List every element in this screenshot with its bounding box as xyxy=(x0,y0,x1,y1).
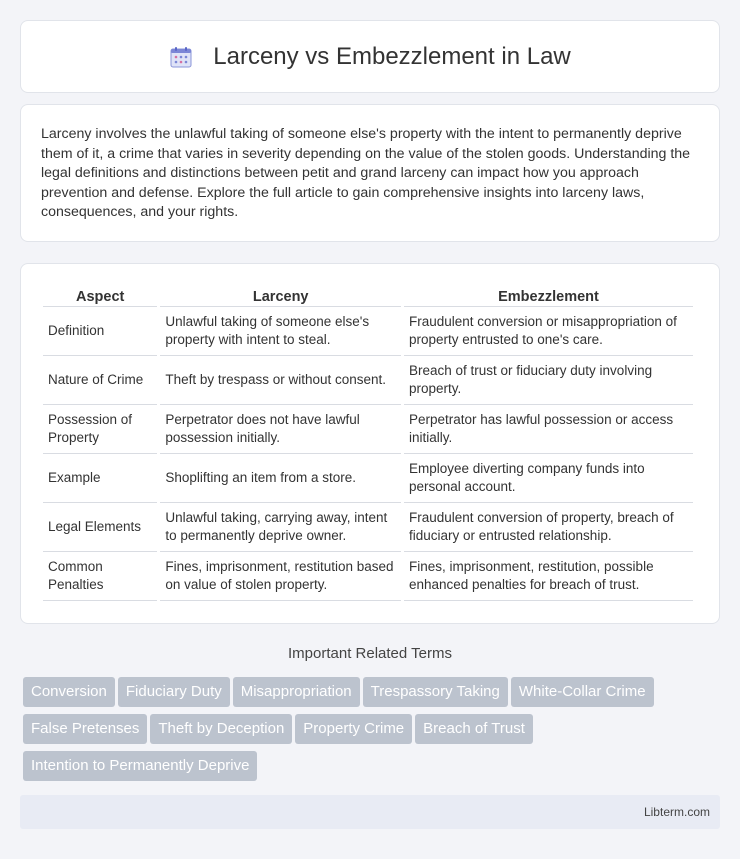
table-row xyxy=(43,503,693,552)
header-card xyxy=(20,20,720,93)
tag-false-pretenses[interactable]: False Pretenses xyxy=(23,714,147,744)
tag-property-crime[interactable]: Property Crime xyxy=(295,714,412,744)
table-row xyxy=(43,552,693,601)
aspect-cell: Definition xyxy=(43,307,157,356)
aspect-cell: Example xyxy=(43,454,157,503)
larceny-cell: Theft by trespass or without consent. xyxy=(160,356,401,405)
table-header-row xyxy=(43,286,693,307)
table-row xyxy=(43,307,693,356)
embezzlement-cell: Perpetrator has lawful possession or access initially. xyxy=(404,405,693,454)
tag-intention-to-permanently-deprive[interactable]: Intention to Permanently Deprive xyxy=(23,751,257,781)
larceny-cell: Shoplifting an item from a store. xyxy=(160,454,401,503)
tag-breach-of-trust[interactable]: Breach of Trust xyxy=(415,714,533,744)
embezzlement-cell: Breach of trust or fiduciary duty involving property. xyxy=(404,356,693,405)
larceny-cell: Perpetrator does not have lawful possession initially. xyxy=(160,405,401,454)
column-header-embezzlement: Embezzlement xyxy=(404,286,693,307)
aspect-cell: Nature of Crime xyxy=(43,356,157,405)
tag-trespassory-taking[interactable]: Trespassory Taking xyxy=(363,677,508,707)
table-row xyxy=(43,405,693,454)
intro-text: Larceny involves the unlawful taking of someone else's property with the intent to permanently deprive them of it, a crime that varies in severity depending on the value of the stolen goods. Understanding the legal definitions and distinctions between petit and grand larceny can impact how you approach prevention and defense. Explore the full article to gain comprehensive insights into larceny laws, consequences, and your rights. xyxy=(41,126,691,221)
comparison-table-card xyxy=(20,263,720,624)
embezzlement-cell: Fraudulent conversion or misappropriation of property entrusted to one's care. xyxy=(404,307,693,356)
tag-misappropriation[interactable]: Misappropriation xyxy=(233,677,360,707)
footer-site-link[interactable]: Libterm.com xyxy=(643,805,710,819)
tag-fiduciary-duty[interactable]: Fiduciary Duty xyxy=(118,677,230,707)
related-terms-title: Important Related Terms xyxy=(288,645,452,662)
tag-white-collar-crime[interactable]: White-Collar Crime xyxy=(511,677,654,707)
related-terms-list xyxy=(23,677,723,788)
table-row xyxy=(43,356,693,405)
tag-theft-by-deception[interactable]: Theft by Deception xyxy=(150,714,292,744)
larceny-cell: Fines, imprisonment, restitution based on value of stolen property. xyxy=(160,552,401,601)
column-header-aspect: Aspect xyxy=(43,286,157,307)
calendar-icon xyxy=(169,45,193,69)
embezzlement-cell: Fraudulent conversion of property, breach of fiduciary or entrusted relationship. xyxy=(404,503,693,552)
tag-conversion[interactable]: Conversion xyxy=(23,677,115,707)
aspect-cell: Possession of Property xyxy=(43,405,157,454)
intro-card xyxy=(20,104,720,242)
table-row xyxy=(43,454,693,503)
embezzlement-cell: Fines, imprisonment, restitution, possible enhanced penalties for breach of trust. xyxy=(404,552,693,601)
embezzlement-cell: Employee diverting company funds into personal account. xyxy=(404,454,693,503)
larceny-cell: Unlawful taking, carrying away, intent to permanently deprive owner. xyxy=(160,503,401,552)
page-title: Larceny vs Embezzlement in Law xyxy=(213,42,571,70)
footer xyxy=(20,795,720,829)
aspect-cell: Legal Elements xyxy=(43,503,157,552)
larceny-cell: Unlawful taking of someone else's property with intent to steal. xyxy=(160,307,401,356)
column-header-larceny: Larceny xyxy=(160,286,401,307)
comparison-table xyxy=(40,286,696,601)
aspect-cell: Common Penalties xyxy=(43,552,157,601)
